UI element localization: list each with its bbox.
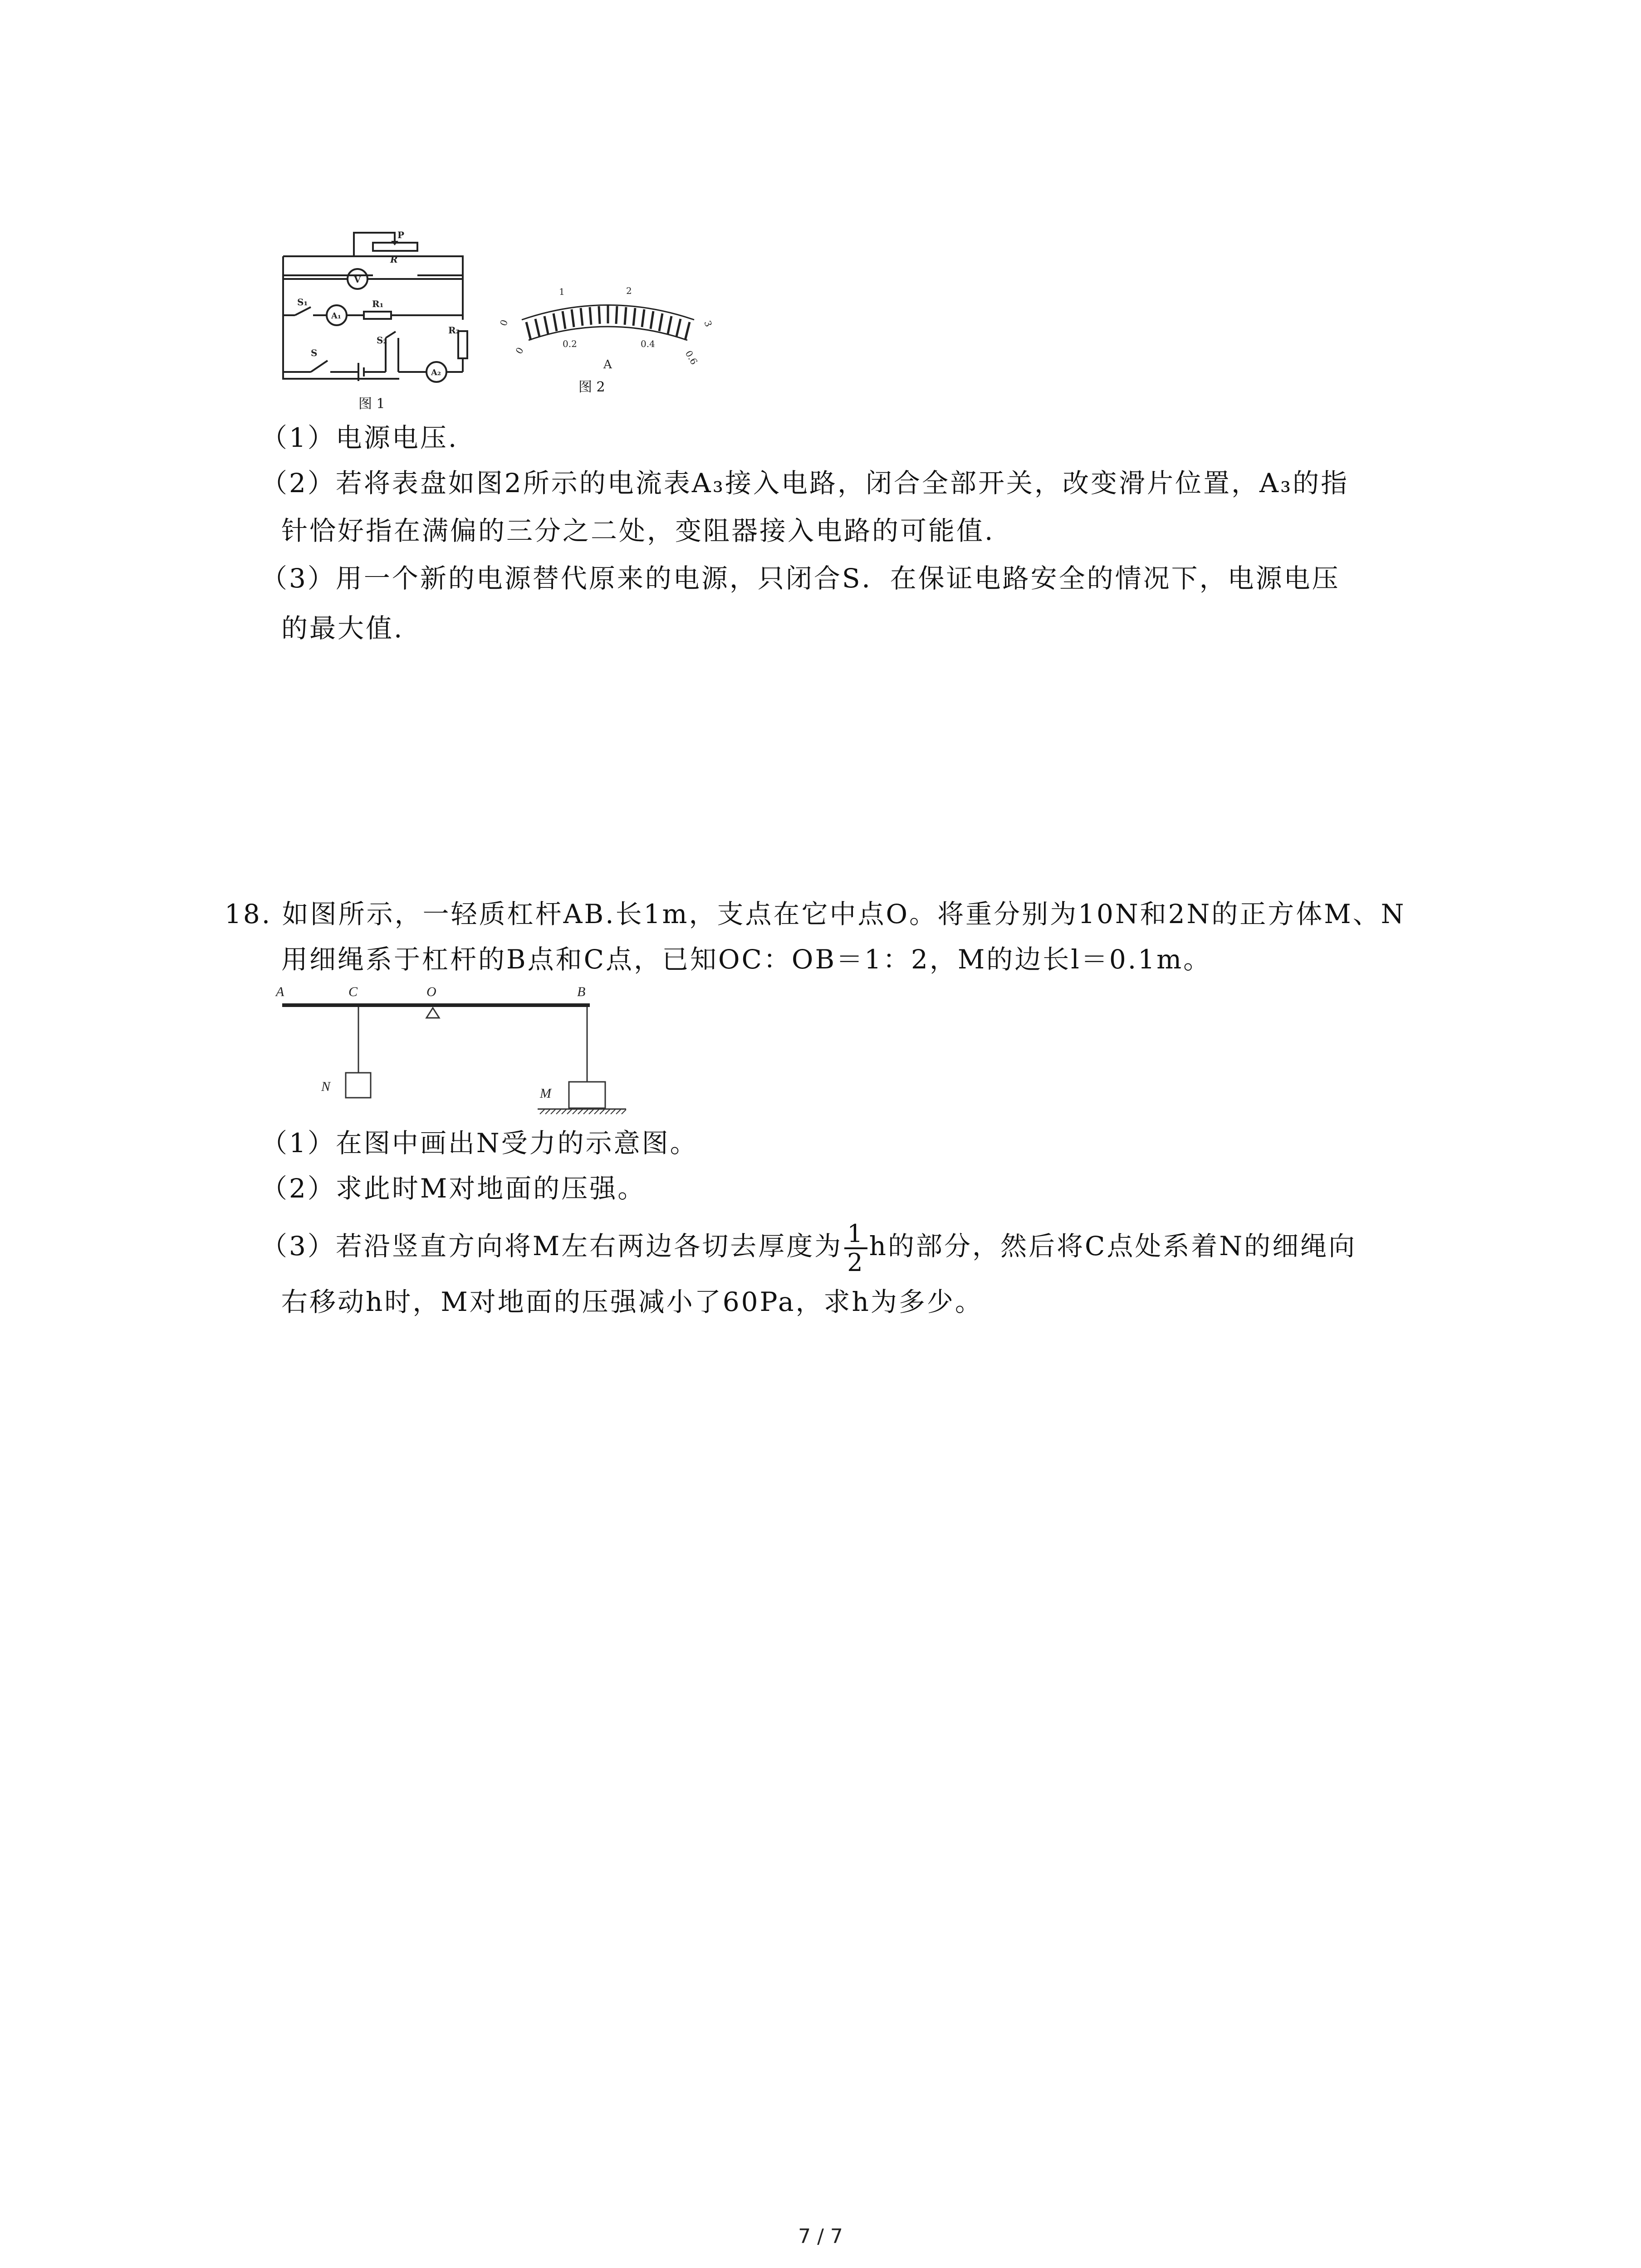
fulcrum	[426, 1008, 439, 1018]
label-s2: S₂	[377, 335, 387, 346]
q18-line2: 用细绳系于杠杆的B点和C点，已知OC：OB＝1：2，M的边长l＝0.1m。	[281, 944, 1212, 975]
q18-line1: 18. 如图所示，一轻质杠杆AB.长1m，支点在它中点O。将重分别为10N和2N的正方体M、N	[225, 899, 1406, 929]
scale-bottom-0: 0	[513, 345, 526, 356]
label-r1: R₁	[372, 298, 384, 309]
q18-sub3-post: h的部分，然后将C点处系着N的细绳向	[869, 1231, 1357, 1262]
scale-bottom-04: 0.4	[641, 338, 655, 349]
q18-sub3-pre: （3）若沿竖直方向将M左右两边各切去厚度为	[261, 1231, 843, 1262]
fraction-one-half	[844, 1220, 867, 1276]
cube-m	[569, 1082, 605, 1108]
label-s: S	[311, 347, 318, 358]
label-b: B	[577, 984, 586, 999]
q18-sub2: （2）求此时M对地面的压强。	[261, 1173, 646, 1204]
q17-sub3-line2: 的最大值.	[281, 613, 404, 644]
q17-sub2-line1: （2）若将表盘如图2所示的电流表A₃接入电路，闭合全部开关，改变滑片位置，A₃的指	[261, 468, 1349, 499]
q17-sub1: （1）电源电压.	[261, 422, 459, 453]
ground-hatch	[540, 1110, 626, 1114]
scale-top-2: 2	[626, 285, 632, 296]
fig1-caption: 图 1	[358, 396, 385, 412]
label-a2: A₂	[431, 368, 441, 377]
fraction-numerator: 1	[844, 1220, 867, 1249]
fraction-denominator: 2	[847, 1248, 865, 1277]
scale-top-3: 3	[702, 319, 715, 328]
scale-bottom-02: 0.2	[563, 338, 577, 349]
label-a1: A₁	[331, 311, 341, 321]
label-r2: R₂	[448, 325, 460, 336]
scale-top-1: 1	[559, 286, 565, 297]
label-c: C	[348, 984, 358, 999]
scale-bottom-06: 0.6	[683, 348, 700, 367]
label-v: V	[354, 274, 361, 285]
ammeter-dial	[495, 272, 721, 386]
lever-diagram	[272, 980, 635, 1116]
label-p: P	[397, 230, 405, 240]
label-r: R	[390, 254, 398, 265]
scale-top-0: 0	[498, 318, 510, 327]
label-n: N	[321, 1079, 331, 1094]
label-o: O	[426, 984, 436, 999]
q18-sub3-line2: 右移动h时，M对地面的压强减小了60Pa，求h为多少。	[281, 1286, 983, 1317]
cube-n	[346, 1073, 371, 1098]
fig2-caption: 图 2	[578, 379, 605, 395]
ammeter-unit: A	[603, 358, 612, 371]
page-number: 7 / 7	[798, 2225, 843, 2248]
label-a: A	[276, 984, 284, 999]
q18-sub3-line1	[261, 1220, 1357, 1276]
circuit-diagram	[277, 225, 472, 397]
q17-sub2-line2: 针恰好指在满偏的三分之二处，变阻器接入电路的可能值.	[281, 515, 995, 546]
q17-sub3-line1: （3）用一个新的电源替代原来的电源，只闭合S．在保证电路安全的情况下，电源电压	[261, 563, 1340, 594]
label-s1: S₁	[297, 297, 308, 308]
q18-sub1: （1）在图中画出N受力的示意图。	[261, 1128, 698, 1158]
label-m: M	[540, 1086, 551, 1101]
